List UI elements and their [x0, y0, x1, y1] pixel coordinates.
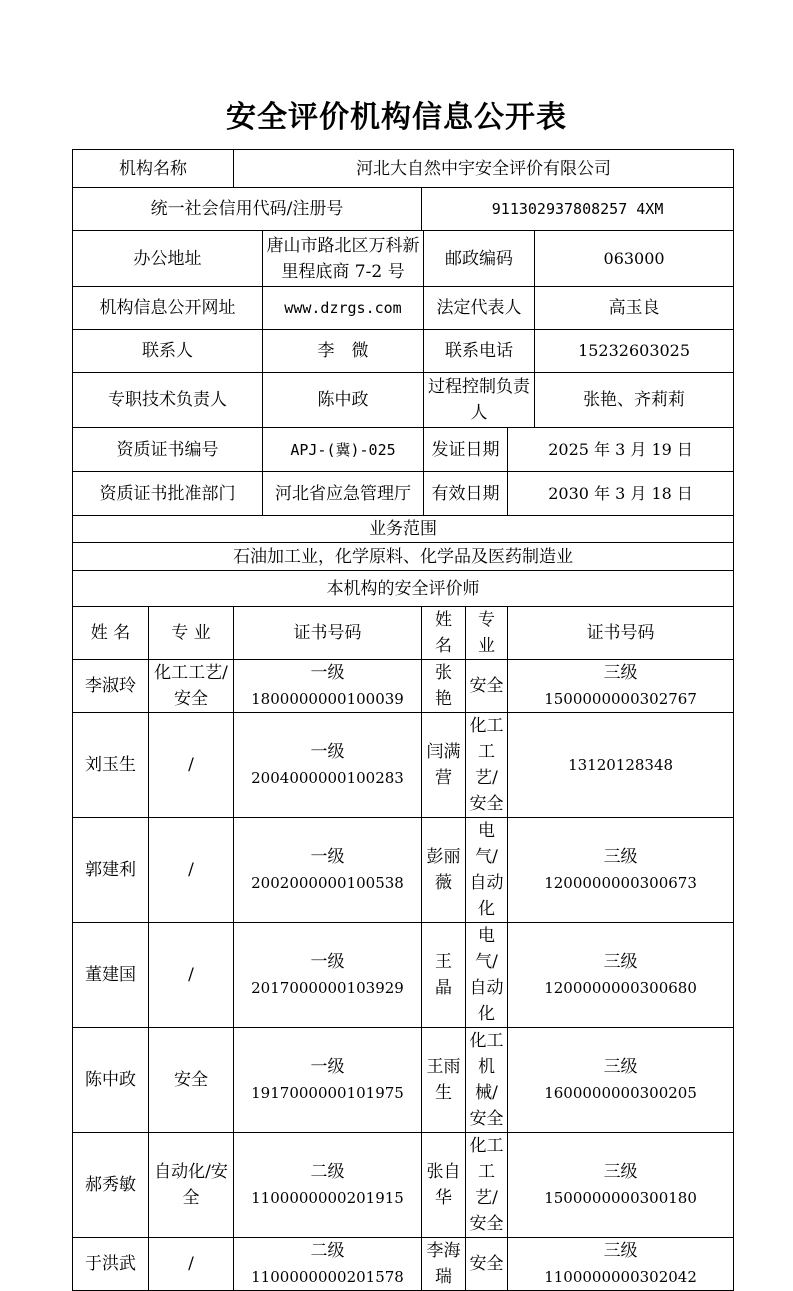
approver: 河北省应急管理厅	[263, 472, 424, 516]
cert-level: 三级	[603, 1057, 638, 1077]
website: www.dzrgs.com	[263, 287, 424, 330]
website-label: 机构信息公开网址	[73, 287, 263, 330]
header-name-left: 姓 名	[73, 607, 149, 660]
assessor-major: 安全	[149, 1028, 234, 1133]
cert-level: 三级	[603, 847, 638, 867]
cert-number: 2017000000103929	[251, 979, 404, 997]
cert-number: 2004000000100283	[251, 769, 404, 787]
assessor-name: 董建国	[73, 923, 149, 1028]
table-row	[73, 1028, 734, 1133]
header-major-left: 专 业	[149, 607, 234, 660]
table-row	[73, 1238, 734, 1291]
credit-code: 911302937808257 4XM	[422, 188, 734, 231]
assessor-name: 彭丽薇	[422, 818, 466, 923]
postcode-label: 邮政编码	[424, 231, 535, 287]
cert-level: 一级	[310, 742, 345, 762]
assessor-name: 王 晶	[422, 923, 466, 1028]
cert-number: 1500000000300180	[544, 1189, 697, 1207]
issue-date-label: 发证日期	[424, 428, 508, 472]
assessor-name: 李淑玲	[73, 660, 149, 713]
cert-level: 三级	[603, 952, 638, 972]
assessor-cert	[508, 923, 734, 1028]
assessor-major: /	[149, 818, 234, 923]
address-label: 办公地址	[73, 231, 263, 287]
assessor-cert	[234, 660, 422, 713]
assessor-cert	[234, 818, 422, 923]
tech-lead-label: 专职技术负责人	[73, 373, 263, 428]
cert-level: 二级	[310, 1241, 345, 1261]
header-cert-left: 证书号码	[234, 607, 422, 660]
issue-date: 2025 年 3 月 19 日	[508, 428, 734, 472]
credit-code-label: 统一社会信用代码/注册号	[73, 188, 422, 231]
assessor-name: 张自华	[422, 1133, 466, 1238]
cert-level: 三级	[603, 1162, 638, 1182]
process-lead: 张艳、齐莉莉	[535, 373, 734, 428]
table-row	[73, 660, 734, 713]
cert-level: 一级	[310, 663, 345, 683]
org-name-label: 机构名称	[73, 150, 234, 188]
assessor-name: 李海瑞	[422, 1238, 466, 1291]
cert-level: 一级	[310, 847, 345, 867]
assessor-cert	[508, 1028, 734, 1133]
expiry-date: 2030 年 3 月 18 日	[508, 472, 734, 516]
page-title: 安全评价机构信息公开表	[226, 100, 567, 135]
cert-level: 一级	[310, 1057, 345, 1077]
cert-number: 1917000000101975	[251, 1084, 404, 1102]
cert-no: APJ-(冀)-025	[263, 428, 424, 472]
tech-lead: 陈中政	[263, 373, 424, 428]
cert-number: 1200000000300673	[544, 874, 697, 892]
assessor-major: 电气/自动化	[466, 923, 508, 1028]
assessor-name: 王雨生	[422, 1028, 466, 1133]
header-cert-right: 证书号码	[508, 607, 734, 660]
assessor-name: 张 艳	[422, 660, 466, 713]
cert-number: 1600000000300205	[544, 1084, 697, 1102]
assessor-major: 化工工艺/安全	[466, 1133, 508, 1238]
legal-rep: 高玉良	[535, 287, 734, 330]
cert-no-label: 资质证书编号	[73, 428, 263, 472]
cert-number: 13120128348	[568, 756, 674, 774]
assessor-name: 闫满营	[422, 713, 466, 818]
cert-level: 三级	[603, 663, 638, 683]
assessor-major: /	[149, 1238, 234, 1291]
assessor-cert	[508, 818, 734, 923]
assessor-name: 郝秀敏	[73, 1133, 149, 1238]
assessor-major: /	[149, 713, 234, 818]
org-name: 河北大自然中宇安全评价有限公司	[234, 150, 734, 188]
assessor-cert	[234, 1028, 422, 1133]
assessor-cert	[508, 713, 734, 818]
cert-number: 2002000000100538	[251, 874, 404, 892]
table-row	[73, 923, 734, 1028]
assessor-name: 陈中政	[73, 1028, 149, 1133]
cert-level: 三级	[603, 1241, 638, 1261]
contact: 李 微	[263, 330, 424, 373]
header-major-right: 专 业	[466, 607, 508, 660]
legal-rep-label: 法定代表人	[424, 287, 535, 330]
cert-number: 1800000000100039	[251, 690, 404, 708]
process-lead-label: 过程控制负责人	[424, 373, 535, 428]
table-row	[73, 713, 734, 818]
scope-label: 业务范围	[73, 516, 734, 543]
assessor-major: 安全	[466, 660, 508, 713]
assessor-name: 郭建利	[73, 818, 149, 923]
assessor-major: 化工工艺/安全	[149, 660, 234, 713]
assessor-name: 于洪武	[73, 1238, 149, 1291]
phone: 15232603025	[535, 330, 734, 373]
assessor-cert	[234, 713, 422, 818]
info-table	[72, 149, 734, 1291]
cert-number: 1100000000201915	[251, 1189, 404, 1207]
assessor-cert	[508, 1238, 734, 1291]
table-row	[73, 1133, 734, 1238]
expiry-date-label: 有效日期	[424, 472, 508, 516]
assessor-major: 自动化/安全	[149, 1133, 234, 1238]
assessor-major: 化工工艺/安全	[466, 713, 508, 818]
cert-number: 1100000000302042	[544, 1268, 697, 1286]
cert-level: 二级	[310, 1162, 345, 1182]
assessor-major: 化工机械/安全	[466, 1028, 508, 1133]
assessor-cert	[508, 660, 734, 713]
assessor-cert	[508, 1133, 734, 1238]
assessor-major: 电气/自动化	[466, 818, 508, 923]
cert-number: 1500000000302767	[544, 690, 697, 708]
cert-number: 1200000000300680	[544, 979, 697, 997]
approver-label: 资质证书批准部门	[73, 472, 263, 516]
address: 唐山市路北区万科新里程底商 7-2 号	[263, 231, 424, 287]
assessor-cert	[234, 1238, 422, 1291]
cert-level: 一级	[310, 952, 345, 972]
header-name-right: 姓 名	[422, 607, 466, 660]
assessors-title: 本机构的安全评价师	[73, 571, 734, 607]
phone-label: 联系电话	[424, 330, 535, 373]
cert-number: 1100000000201578	[251, 1268, 404, 1286]
scope: 石油加工业，化学原料、化学品及医药制造业	[73, 543, 734, 571]
assessor-cert	[234, 923, 422, 1028]
assessor-cert	[234, 1133, 422, 1238]
table-row	[73, 818, 734, 923]
assessor-major: /	[149, 923, 234, 1028]
assessor-major: 安全	[466, 1238, 508, 1291]
contact-label: 联系人	[73, 330, 263, 373]
assessor-name: 刘玉生	[73, 713, 149, 818]
postcode: 063000	[535, 231, 734, 287]
